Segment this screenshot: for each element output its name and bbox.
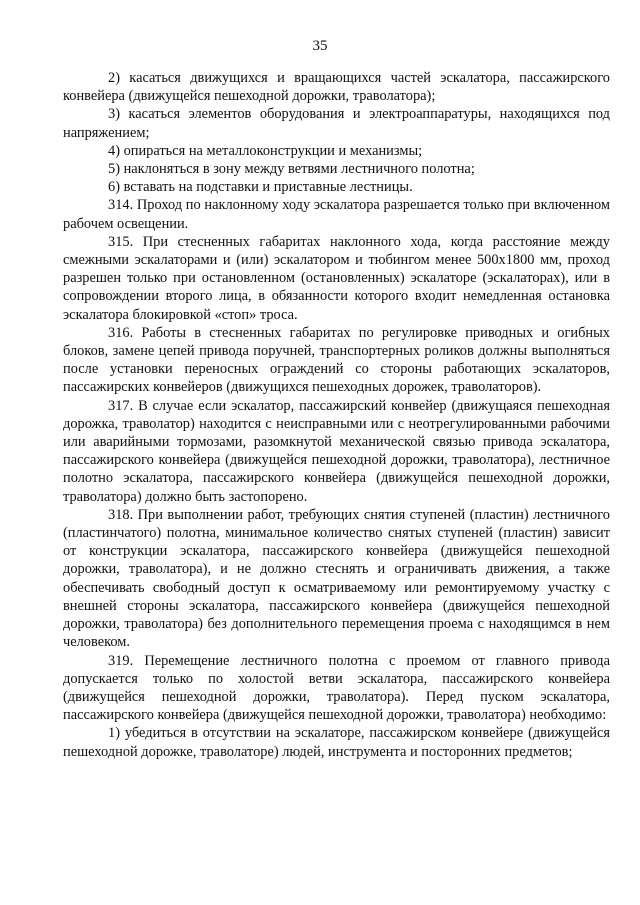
list-item-2: 2) касаться движущихся и вращающихся частей эскалатора, пассажирского конвейера (движущейся пешеходной дорожки, траволатора); bbox=[63, 70, 610, 105]
list-item-1: 1) убедиться в отсутствии на эскалаторе, пассажирском конвейере (движущейся пешеходной дорожке, траволаторе) людей, инструмента и посторонних предметов; bbox=[63, 725, 610, 760]
list-item-5: 5) наклоняться в зону между ветвями лестничного полотна; bbox=[108, 161, 475, 178]
clause-315: 315. При стесненных габаритах наклонного хода, когда расстояние между смежными эскалаторами и (или) эскалатором и тюбингом менее 500х1800 мм, проход разрешен только при остановленном (остановленных) эскалаторе (эскалаторах), или в сопровождении второго лица, в обязанности которого входит немедленная остановка эскалатора блокировкой «стоп» троса. bbox=[63, 233, 610, 323]
list-item-4: 4) опираться на металлоконструкции и механизмы; bbox=[108, 142, 423, 159]
clause-314: 314. Проход по наклонному ходу эскалатора разрешается только при включенном рабочем освещении. bbox=[63, 197, 610, 232]
list-item-3: 3) касаться элементов оборудования и электроаппаратуры, находящихся под напряжением; bbox=[63, 106, 610, 141]
clause-317: 317. В случае если эскалатор, пассажирский конвейер (движущаяся пешеходная дорожка, траволатор) находится с неисправными или с неотрегулированными рабочими или аварийными тормозами, разомкнутой механической связью привода эскалатора, пассажирского конвейера (движущейся пешеходной дорожки, траволатора), лестничное полотно эскалатора, пассажирского конвейера (движущейся пешеходной дорожки, траволатора) должно быть застопорено. bbox=[63, 397, 610, 505]
clause-318: 318. При выполнении работ, требующих снятия ступеней (пластин) лестничного (пластинчатого) полотна, минимальное количество снятых ступеней (пластин) зависит от конструкции эскалатора, пассажирского конвейера (движущейся пешеходной дорожки, траволатора), и не должно стеснять и ограничивать движения, а также обеспечивать свободный доступ к осматриваемому или ремонтируемому участку с внешней стороны эскалатора, пассажирского конвейера (движущейся пешеходной дорожки, траволатора) без дополнительного перемещения проема с находящимся в нем человеком. bbox=[63, 506, 610, 651]
clause-319: 319. Перемещение лестничного полотна с проемом от главного привода допускается только по холостой ветви эскалатора, пассажирского конвейера (движущейся пешеходной дорожки, траволатора). Перед пуском эскалатора, пассажирского конвейера (движущейся пешеходной дорожки, траволатора) необходимо: bbox=[63, 652, 610, 724]
document-body bbox=[63, 69, 610, 761]
clause-316: 316. Работы в стесненных габаритах по регулировке приводных и огибных блоков, замене цепей привода поручней, транспортерных роликов должны выполняться после установки переносных ограждений со стороны работающих эскалаторов, пассажирских конвейеров (движущихся пешеходных дорожек, траволаторов). bbox=[63, 324, 610, 396]
page-number: 35 bbox=[312, 38, 328, 54]
list-item-6: 6) вставать на подставки и приставные лестницы. bbox=[108, 179, 413, 196]
